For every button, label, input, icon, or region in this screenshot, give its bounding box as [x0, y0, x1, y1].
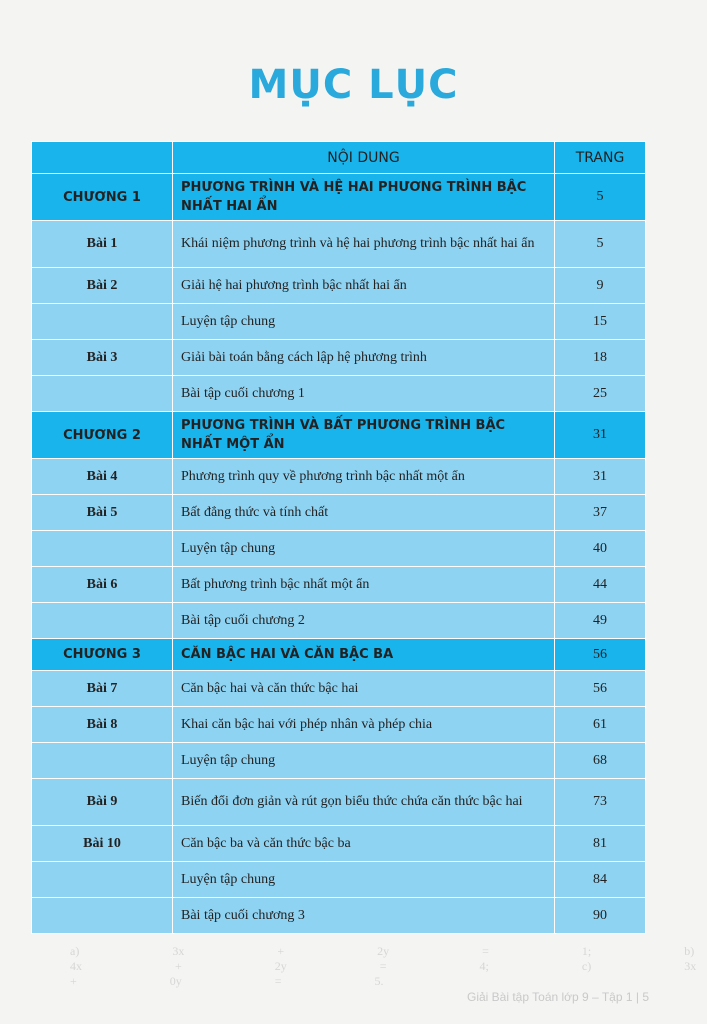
header-page: TRANG — [555, 142, 646, 174]
lesson-row — [32, 221, 646, 268]
header-content: NỘI DUNG — [173, 142, 555, 174]
row-content: Luyện tập chung — [173, 862, 555, 898]
lesson-row — [32, 340, 646, 376]
row-page: 40 — [555, 531, 646, 567]
row-page: 44 — [555, 567, 646, 603]
row-label: Bài 5 — [32, 495, 173, 531]
lesson-row — [32, 671, 646, 707]
header-section — [32, 142, 173, 174]
row-content: Luyện tập chung — [173, 304, 555, 340]
row-page: 31 — [555, 459, 646, 495]
bleed-through-text: a) 3x + 2y = 1; b) 4x + 2y = 4; c) 3x + 0y = 5. — [70, 944, 697, 988]
lesson-row — [32, 862, 646, 898]
lesson-row — [32, 304, 646, 340]
header-row — [32, 142, 646, 174]
lesson-row — [32, 603, 646, 639]
row-page: 9 — [555, 268, 646, 304]
row-content: Bất đẳng thức và tính chất — [173, 495, 555, 531]
lesson-row — [32, 779, 646, 826]
lesson-row — [32, 459, 646, 495]
chapter-row — [32, 412, 646, 459]
row-page: 84 — [555, 862, 646, 898]
row-label: CHƯƠNG 1 — [32, 174, 173, 221]
row-content: Căn bậc ba và căn thức bậc ba — [173, 826, 555, 862]
row-page: 73 — [555, 779, 646, 826]
row-label — [32, 304, 173, 340]
row-label — [32, 376, 173, 412]
row-page: 25 — [555, 376, 646, 412]
row-page: 37 — [555, 495, 646, 531]
row-label — [32, 743, 173, 779]
row-content: Luyện tập chung — [173, 743, 555, 779]
row-label: CHƯƠNG 3 — [32, 639, 173, 671]
page-footer: Giải Bài tập Toán lớp 9 – Tập 1 | 5 — [467, 990, 649, 1004]
row-page: 15 — [555, 304, 646, 340]
row-page: 56 — [555, 671, 646, 707]
row-content: Giải bài toán bằng cách lập hệ phương trình — [173, 340, 555, 376]
row-label — [32, 898, 173, 934]
row-content: Phương trình quy về phương trình bậc nhất một ẩn — [173, 459, 555, 495]
lesson-row — [32, 826, 646, 862]
lesson-row — [32, 495, 646, 531]
row-label — [32, 603, 173, 639]
row-content: Giải hệ hai phương trình bậc nhất hai ẩn — [173, 268, 555, 304]
row-page: 49 — [555, 603, 646, 639]
row-content: Căn bậc hai và căn thức bậc hai — [173, 671, 555, 707]
row-label: Bài 4 — [32, 459, 173, 495]
lesson-row — [32, 531, 646, 567]
row-label — [32, 862, 173, 898]
row-content: CĂN BẬC HAI VÀ CĂN BẬC BA — [173, 639, 555, 671]
row-label: CHƯƠNG 2 — [32, 412, 173, 459]
table-of-contents — [31, 141, 646, 934]
row-label: Bài 6 — [32, 567, 173, 603]
row-page: 5 — [555, 221, 646, 268]
row-content: Khai căn bậc hai với phép nhân và phép chia — [173, 707, 555, 743]
row-page: 56 — [555, 639, 646, 671]
row-content: PHƯƠNG TRÌNH VÀ HỆ HAI PHƯƠNG TRÌNH BẬC NHẤT HAI ẨN — [173, 174, 555, 221]
row-content: Bài tập cuối chương 3 — [173, 898, 555, 934]
row-page: 31 — [555, 412, 646, 459]
row-label: Bài 8 — [32, 707, 173, 743]
lesson-row — [32, 898, 646, 934]
chapter-row — [32, 639, 646, 671]
row-page: 90 — [555, 898, 646, 934]
lesson-row — [32, 268, 646, 304]
row-content: Bất phương trình bậc nhất một ẩn — [173, 567, 555, 603]
row-content: Biến đổi đơn giản và rút gọn biểu thức chứa căn thức bậc hai — [173, 779, 555, 826]
row-content: Bài tập cuối chương 2 — [173, 603, 555, 639]
lesson-row — [32, 376, 646, 412]
row-label — [32, 531, 173, 567]
chapter-row — [32, 174, 646, 221]
page-title: MỤC LỤC — [248, 62, 459, 108]
row-page: 5 — [555, 174, 646, 221]
lesson-row — [32, 707, 646, 743]
row-page: 81 — [555, 826, 646, 862]
row-content: Bài tập cuối chương 1 — [173, 376, 555, 412]
row-label: Bài 7 — [32, 671, 173, 707]
row-label: Bài 2 — [32, 268, 173, 304]
row-page: 68 — [555, 743, 646, 779]
row-content: Khái niệm phương trình và hệ hai phương trình bậc nhất hai ẩn — [173, 221, 555, 268]
row-page: 61 — [555, 707, 646, 743]
row-content: PHƯƠNG TRÌNH VÀ BẤT PHƯƠNG TRÌNH BẬC NHẤT MỘT ẨN — [173, 412, 555, 459]
lesson-row — [32, 743, 646, 779]
row-label: Bài 3 — [32, 340, 173, 376]
row-page: 18 — [555, 340, 646, 376]
row-label: Bài 1 — [32, 221, 173, 268]
row-content: Luyện tập chung — [173, 531, 555, 567]
row-label: Bài 10 — [32, 826, 173, 862]
lesson-row — [32, 567, 646, 603]
row-label: Bài 9 — [32, 779, 173, 826]
